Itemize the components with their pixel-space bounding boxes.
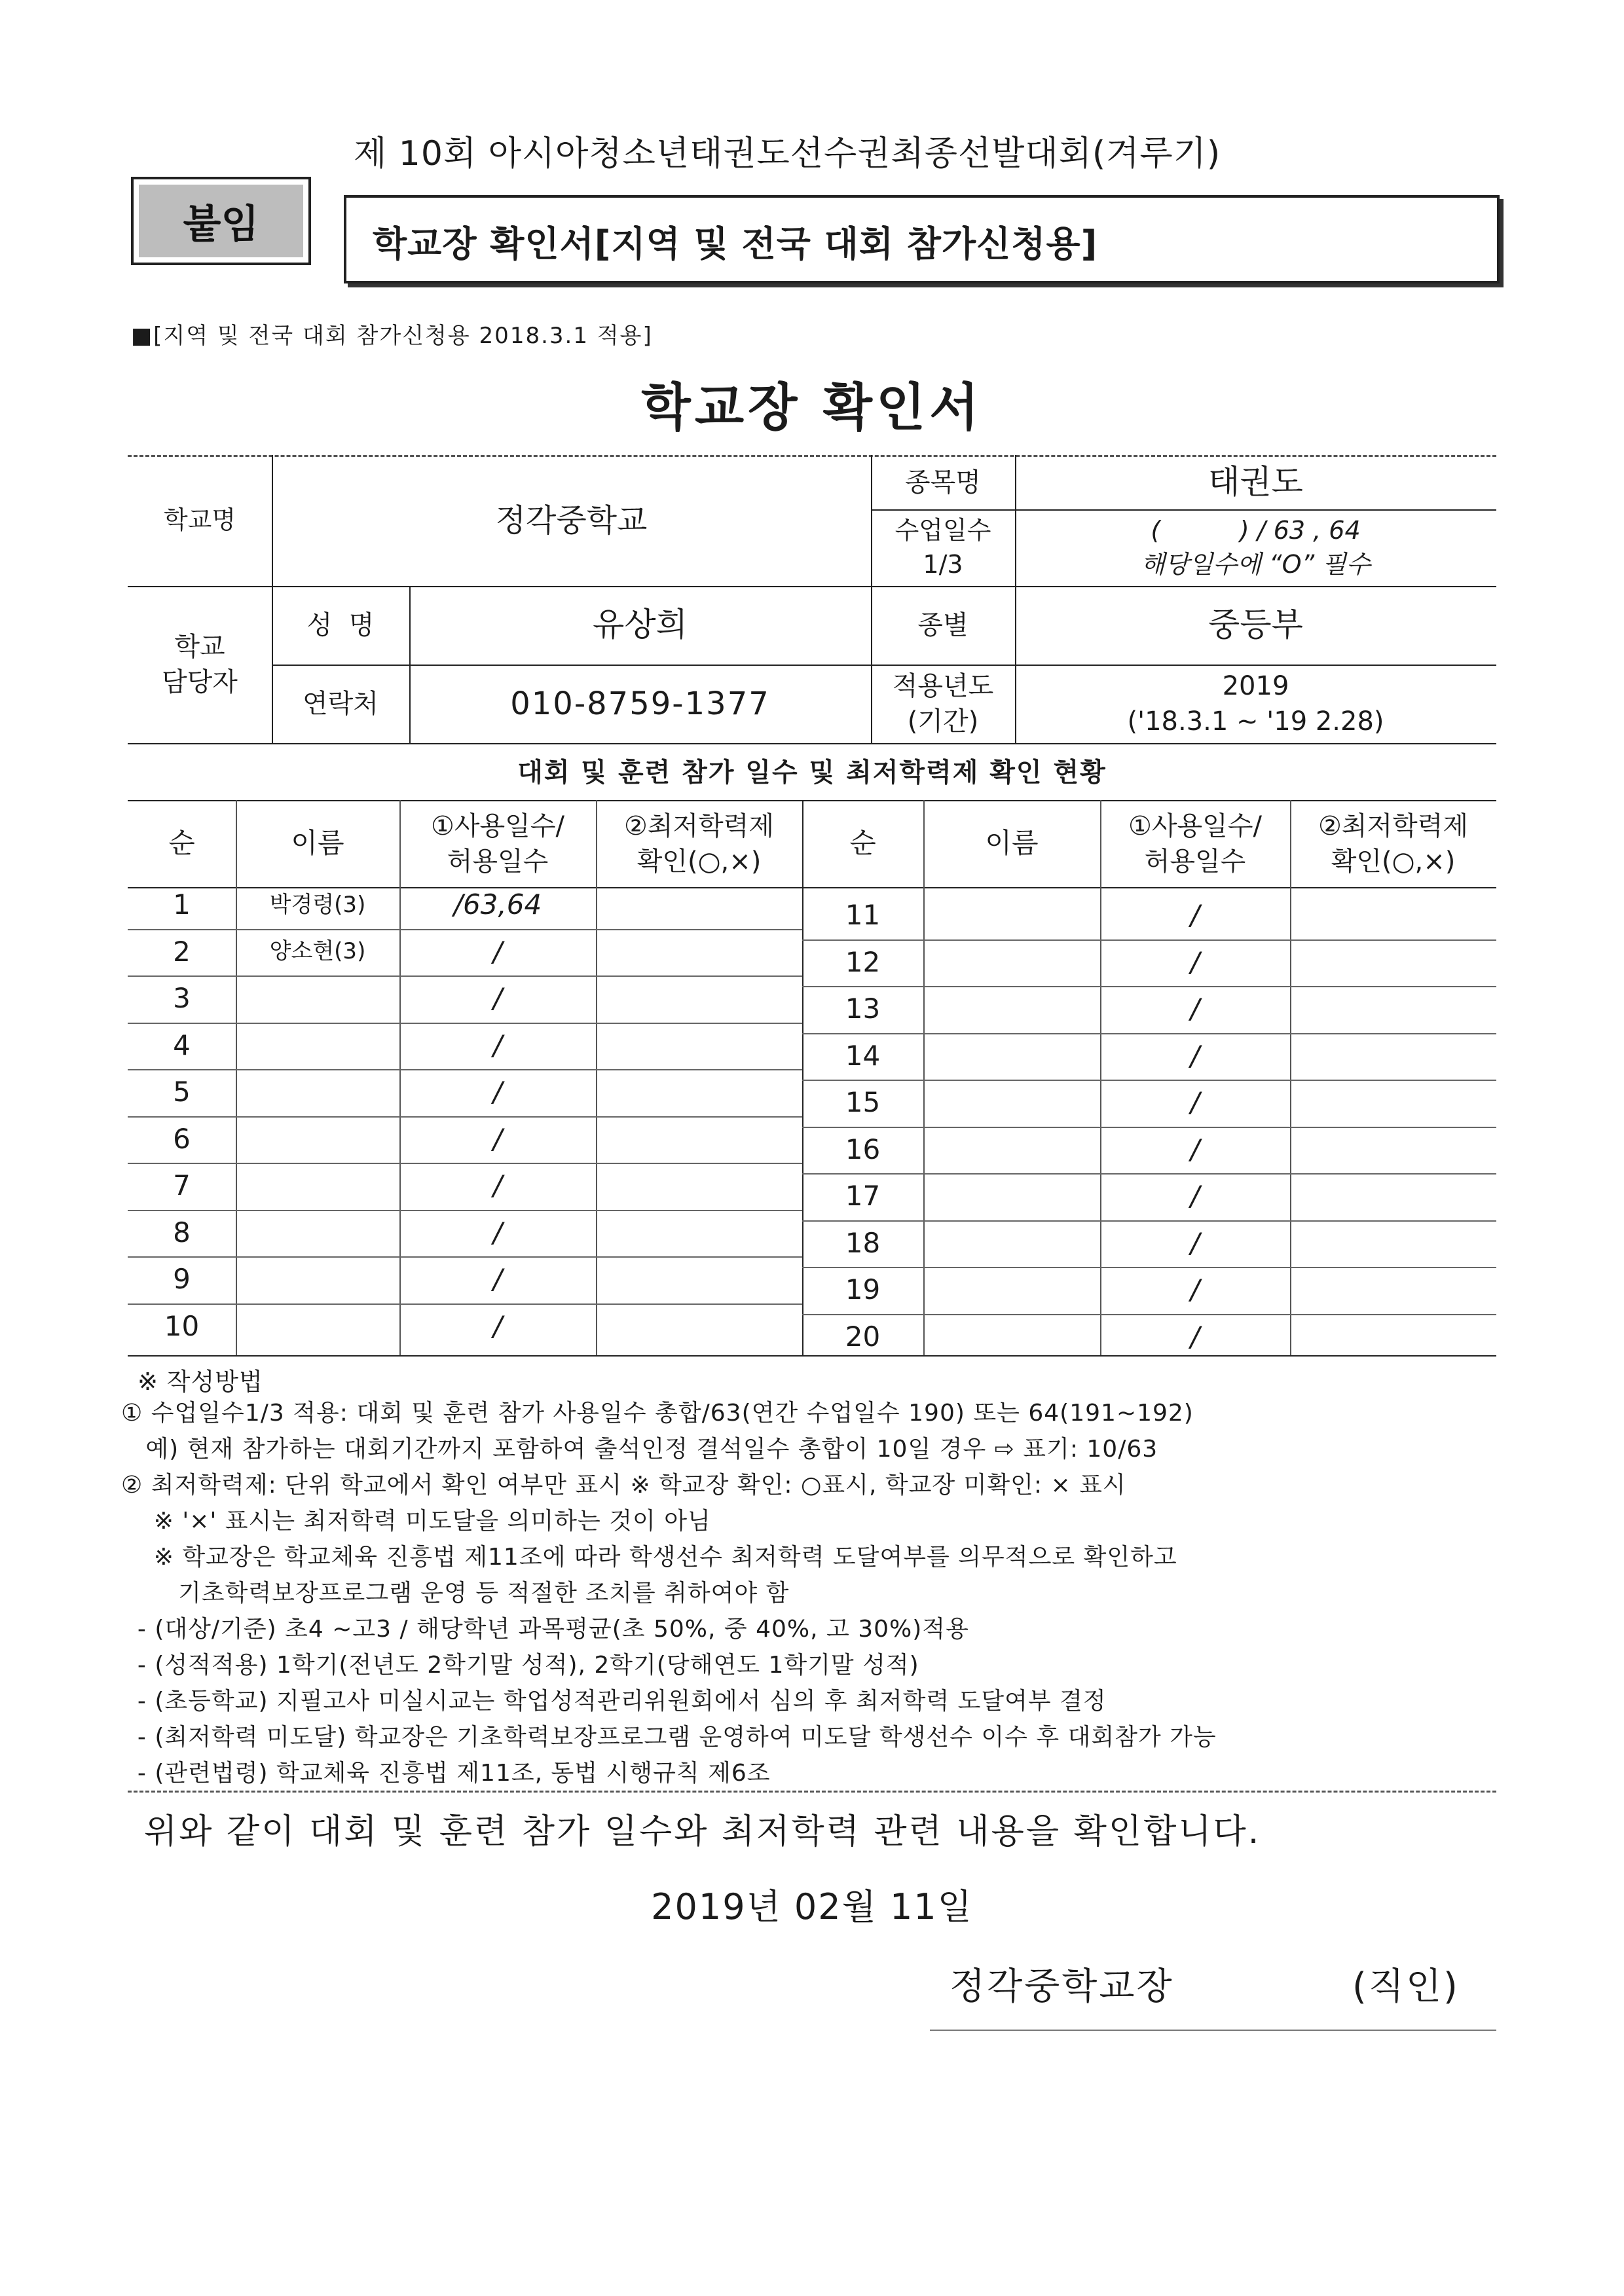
manager-label-1: 학교	[174, 632, 225, 662]
col-check-left-1: ②최저학력제	[623, 811, 775, 841]
info-bottom-border	[128, 743, 1496, 744]
table-row-number: 5	[173, 1076, 191, 1108]
col-check-right-1: ②최저학력제	[1318, 811, 1469, 841]
table-row-days: /	[1190, 1320, 1200, 1353]
table-row-name	[236, 1256, 399, 1303]
table-row-name	[923, 939, 1100, 987]
badge	[131, 177, 311, 265]
table-row-check	[596, 1303, 802, 1351]
table-row-days: /	[492, 1169, 503, 1202]
table-row-name	[923, 1314, 1100, 1361]
table-row-name	[236, 975, 399, 1023]
table-row-check	[1290, 1080, 1496, 1127]
table-row-check	[1290, 939, 1496, 987]
table-row-name	[236, 1116, 399, 1163]
table-row-name	[236, 1023, 399, 1070]
table-row-name	[923, 1173, 1100, 1220]
col-check-right	[1290, 800, 1496, 887]
table-row-number: 8	[173, 1216, 191, 1248]
category-value: 중등부	[1208, 606, 1303, 644]
table-row-check	[1290, 892, 1496, 939]
table-row-number: 11	[845, 899, 881, 932]
table-row-number: 3	[173, 982, 191, 1015]
name-value: 유상희	[593, 606, 688, 644]
col-check-left	[596, 800, 802, 887]
note-line: - (대상/기준) 초4 ~고3 / 해당학년 과목평균(초 50%, 중 40%, 고 30%)적용	[121, 1616, 969, 1643]
sport-label: 종목명	[905, 467, 981, 498]
table-row-name	[923, 892, 1100, 939]
table-row-check	[596, 882, 802, 929]
col-days-left-1: ①사용일수/	[431, 811, 564, 841]
table-row-name	[236, 1303, 399, 1351]
badge-label: 붙임	[139, 185, 303, 257]
table-row-number: 20	[845, 1320, 881, 1353]
table-row-name	[236, 1210, 399, 1257]
year-value-1: 2019	[1222, 671, 1289, 701]
manager-label	[128, 586, 272, 743]
table-row-check	[596, 1256, 802, 1303]
table-heading: 대회 및 훈련 참가 일수 및 최저학력제 확인 현황	[517, 757, 1107, 788]
table-row-days: /	[1190, 1273, 1200, 1306]
contact-label: 연락처	[303, 689, 378, 719]
table-row-check	[596, 1069, 802, 1116]
table-row-name	[236, 1163, 399, 1210]
table-row-check	[596, 1023, 802, 1070]
col-no-left: 순	[168, 827, 195, 860]
table-row-days: /	[492, 1122, 503, 1155]
table-row-days: /	[492, 1309, 503, 1342]
year-value-2: ('18.3.1 ~ '19 2.28)	[1127, 706, 1384, 737]
table-row-number: 15	[845, 1086, 881, 1119]
notes-bottom-border	[128, 1791, 1496, 1793]
table-row-days: /	[492, 1029, 503, 1061]
school-name: 정각중학교	[495, 501, 648, 539]
note-line: - (초등학교) 지필고사 미실시교는 학업성적관리위원회에서 심의 후 최저학력 도달여부 결정	[121, 1688, 1107, 1715]
name-label: 성 명	[306, 610, 375, 640]
table-row-check	[1290, 1033, 1496, 1080]
table-row-number: 2	[173, 935, 191, 968]
table-row-number: 16	[845, 1133, 881, 1165]
table-row-name: 박경령(3)	[269, 891, 366, 918]
table-row-days: /63,64	[453, 888, 542, 921]
col-name-left: 이름	[291, 827, 344, 860]
table-row-number: 19	[845, 1273, 881, 1306]
table-row-check	[596, 1210, 802, 1257]
col-no-right: 순	[849, 827, 876, 860]
table-row-number: 13	[845, 993, 881, 1025]
notes-heading: ※ 작성방법	[138, 1368, 263, 1396]
table-row-days: /	[492, 1076, 503, 1108]
col-days-right-2: 허용일수	[1144, 846, 1246, 877]
contact-value: 010-8759-1377	[510, 685, 770, 722]
manager-label-2: 담당자	[162, 667, 238, 697]
col-days-right-1: ①사용일수/	[1128, 811, 1262, 841]
year-value	[1015, 665, 1496, 743]
note-line: - (관련법령) 학교체육 진흥법 제11조, 동법 시행규칙 제6조	[121, 1760, 771, 1787]
note-line: ② 최저학력제: 단위 학교에서 확인 여부만 표시 ※ 학교장 확인: ○표시, 학교장 미확인: × 표시	[121, 1472, 1126, 1499]
table-row-check	[1290, 1173, 1496, 1220]
table-row-days: /	[492, 1216, 503, 1248]
table-row-days: /	[1190, 945, 1200, 978]
table-row-number: 14	[845, 1039, 881, 1072]
doc-title-box	[344, 195, 1500, 283]
confirm-text: 위와 같이 대회 및 훈련 참가 일수와 최저학력 관련 내용을 확인합니다.	[144, 1812, 1261, 1851]
table-row-days: /	[492, 1263, 503, 1296]
table-row-name	[923, 986, 1100, 1033]
school-label: 학교명	[163, 505, 236, 535]
note-line: - (성적적용) 1학기(전년도 2학기말 성적), 2학기(당해연도 1학기말 성적)	[121, 1652, 919, 1679]
table-row-number: 6	[173, 1122, 191, 1155]
table-row-days: /	[492, 982, 503, 1015]
col-check-left-2: 확인(○,×)	[637, 846, 762, 877]
col-name-right: 이름	[985, 827, 1039, 860]
class-days-label-2: 1/3	[923, 549, 963, 579]
note-line: 기초학력보장프로그램 운영 등 적절한 조치를 취하여야 함	[121, 1580, 790, 1607]
table-row-days: /	[1190, 1226, 1200, 1259]
table-row-days: /	[1190, 993, 1200, 1025]
table-row-name: 양소현(3)	[269, 938, 366, 965]
note-line: ① 수업일수1/3 적용: 대회 및 훈련 참가 사용일수 총합/63(연간 수업일수 190) 또는 64(191~192)	[121, 1400, 1194, 1427]
table-row-days: /	[492, 935, 503, 968]
table-row-days: /	[1190, 1086, 1200, 1119]
table-row-check	[596, 975, 802, 1023]
main-title: 학교장 확인서	[641, 378, 983, 437]
seal-label: (직인)	[1352, 1965, 1460, 2008]
class-days-label	[871, 509, 1015, 586]
table-row-check	[1290, 986, 1496, 1033]
table-row-check	[1290, 1127, 1496, 1174]
class-days-note: 해당일수에 “O” 필수	[1141, 549, 1371, 579]
sport-value: 태권도	[1208, 462, 1303, 501]
table-row-number: 17	[845, 1180, 881, 1212]
principal-name: 정각중학교장	[950, 1965, 1174, 2008]
table-row-check	[1290, 1220, 1496, 1267]
table-row-name	[923, 1267, 1100, 1314]
year-label-2: (기간)	[907, 706, 979, 737]
note-line: ※ '×' 표시는 최저학력 미도달을 의미하는 것이 아님	[121, 1508, 711, 1535]
col-check-right-2: 확인(○,×)	[1331, 846, 1456, 877]
col-days-left	[399, 800, 596, 887]
table-row-check	[596, 1116, 802, 1163]
table-row-name	[236, 1069, 399, 1116]
col-days-right	[1100, 800, 1290, 887]
table-row-number: 7	[173, 1169, 191, 1202]
col-days-left-2: 허용일수	[447, 846, 549, 877]
table-row-number: 9	[173, 1263, 191, 1296]
table-row-days: /	[1190, 1039, 1200, 1072]
apply-note: ■[지역 및 전국 대회 참가신청용 2018.3.1 적용]	[131, 323, 653, 349]
table-row-days: /	[1190, 1133, 1200, 1165]
table-row-days: /	[1190, 899, 1200, 932]
note-line: 예) 현재 참가하는 대회기간까지 포함하여 출석인정 결석일수 총합이 10일 경우 ⇨ 표기: 10/63	[121, 1436, 1158, 1463]
table-row-name	[923, 1080, 1100, 1127]
table-row-number: 18	[845, 1226, 881, 1259]
confirm-date: 2019년 02월 11일	[651, 1886, 973, 1927]
event-title: 제 10회 아시아청소년태권도선수권최종선발대회(겨루기)	[354, 134, 1221, 173]
year-label-1: 적용년도	[892, 671, 994, 701]
table-row-days: /	[1190, 1180, 1200, 1212]
doc-title: 학교장 확인서[지역 및 전국 대회 참가신청용]	[373, 223, 1098, 264]
table-row-name	[923, 1220, 1100, 1267]
table-row-check	[596, 929, 802, 976]
table-row-number: 10	[164, 1309, 200, 1342]
class-days-value-text: ( ) / 63 , 64	[1151, 516, 1361, 545]
class-days-value	[1015, 509, 1496, 586]
footer-bottom-border	[930, 2030, 1496, 2031]
year-label	[871, 665, 1015, 743]
table-row-check	[1290, 1267, 1496, 1314]
note-line: - (최저학력 미도달) 학교장은 기초학력보장프로그램 운영하여 미도달 학생선수 이수 후 대회참가 가능	[121, 1724, 1217, 1751]
table-row-check	[596, 1163, 802, 1210]
category-label: 종별	[917, 610, 969, 640]
class-days-label-1: 수업일수	[895, 516, 991, 545]
table-row-number: 12	[845, 945, 881, 978]
note-line: ※ 학교장은 학교체육 진흥법 제11조에 따라 학생선수 최저학력 도달여부를 의무적으로 확인하고	[121, 1544, 1177, 1571]
table-row-name	[923, 1033, 1100, 1080]
table-row-number: 4	[173, 1029, 191, 1061]
table-row-name	[923, 1127, 1100, 1174]
table-row-check	[1290, 1314, 1496, 1361]
table-row-number: 1	[173, 888, 191, 921]
